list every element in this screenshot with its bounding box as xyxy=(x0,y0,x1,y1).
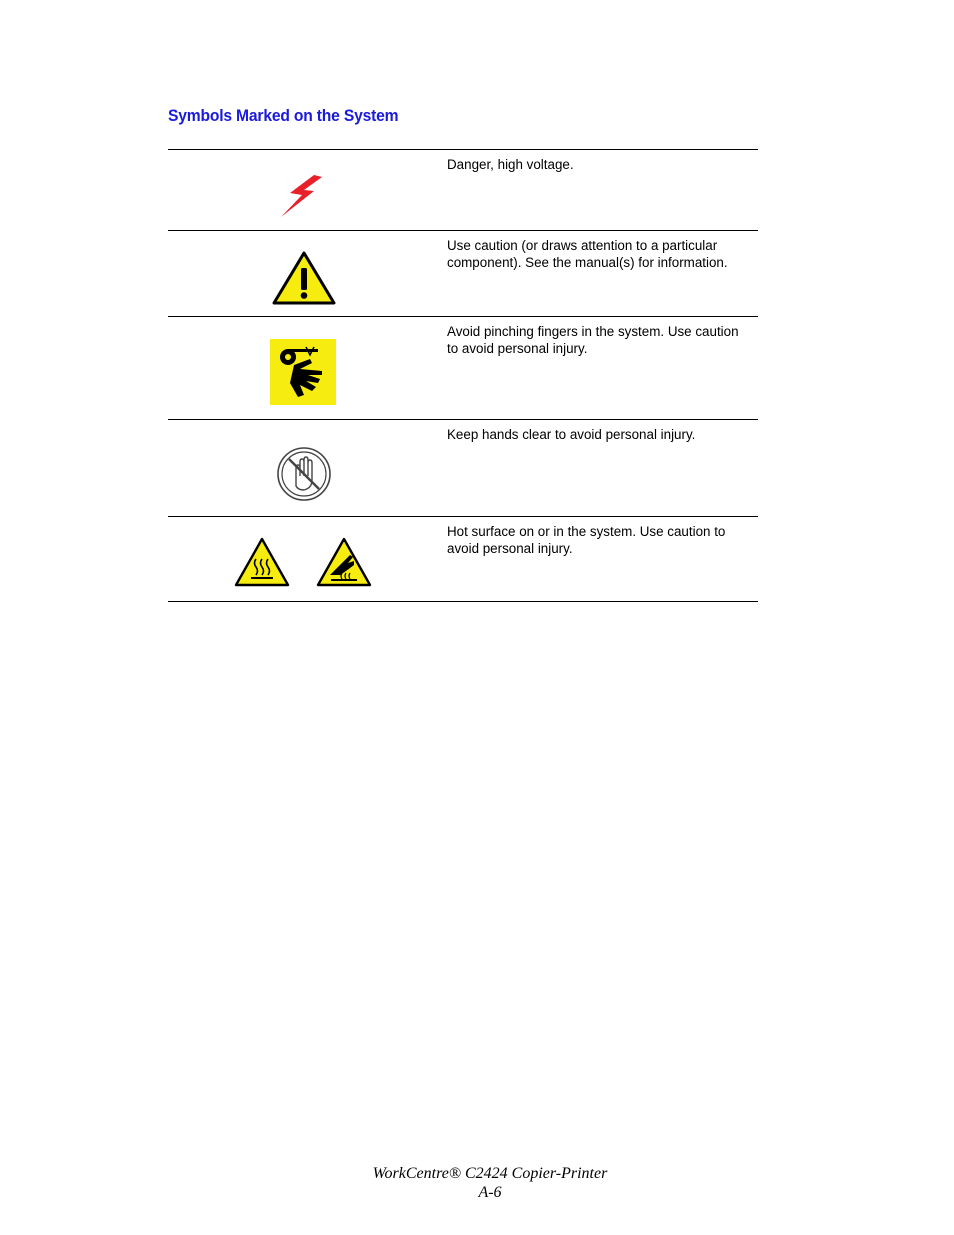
symbol-row-hands-clear xyxy=(168,420,758,517)
symbol-description: Avoid pinching fingers in the system. Use caution to avoid personal injury. xyxy=(447,324,739,356)
symbol-row-pinch xyxy=(168,317,758,420)
symbol-table xyxy=(168,149,758,602)
symbol-cell xyxy=(168,517,438,601)
symbol-description: Danger, high voltage. xyxy=(447,157,574,172)
symbol-row-caution xyxy=(168,231,758,317)
footer-product-name: WorkCentre® C2424 Copier-Printer xyxy=(372,1165,608,1182)
hot-surface-icon xyxy=(234,537,290,587)
symbol-cell xyxy=(168,420,438,516)
high-voltage-icon xyxy=(280,174,326,218)
symbol-row-high-voltage xyxy=(168,150,758,231)
symbol-cell xyxy=(168,150,438,230)
symbol-row-hot-surface xyxy=(168,517,758,602)
symbol-description: Keep hands clear to avoid personal injury. xyxy=(447,427,696,442)
pinch-fingers-icon xyxy=(270,339,336,405)
no-hands-icon xyxy=(276,446,332,502)
caution-triangle-icon xyxy=(272,251,336,305)
footer-page-number: A-6 xyxy=(478,1184,502,1201)
symbol-description: Hot surface on or in the system. Use caution to avoid personal injury. xyxy=(447,524,726,556)
hot-surface-hand-icon xyxy=(316,537,372,587)
section-title: Symbols Marked on the System xyxy=(168,106,399,125)
symbol-cell xyxy=(168,317,438,419)
symbol-cell xyxy=(168,231,438,316)
symbol-description: Use caution (or draws attention to a particular component). See the manual(s) for information. xyxy=(447,238,728,270)
